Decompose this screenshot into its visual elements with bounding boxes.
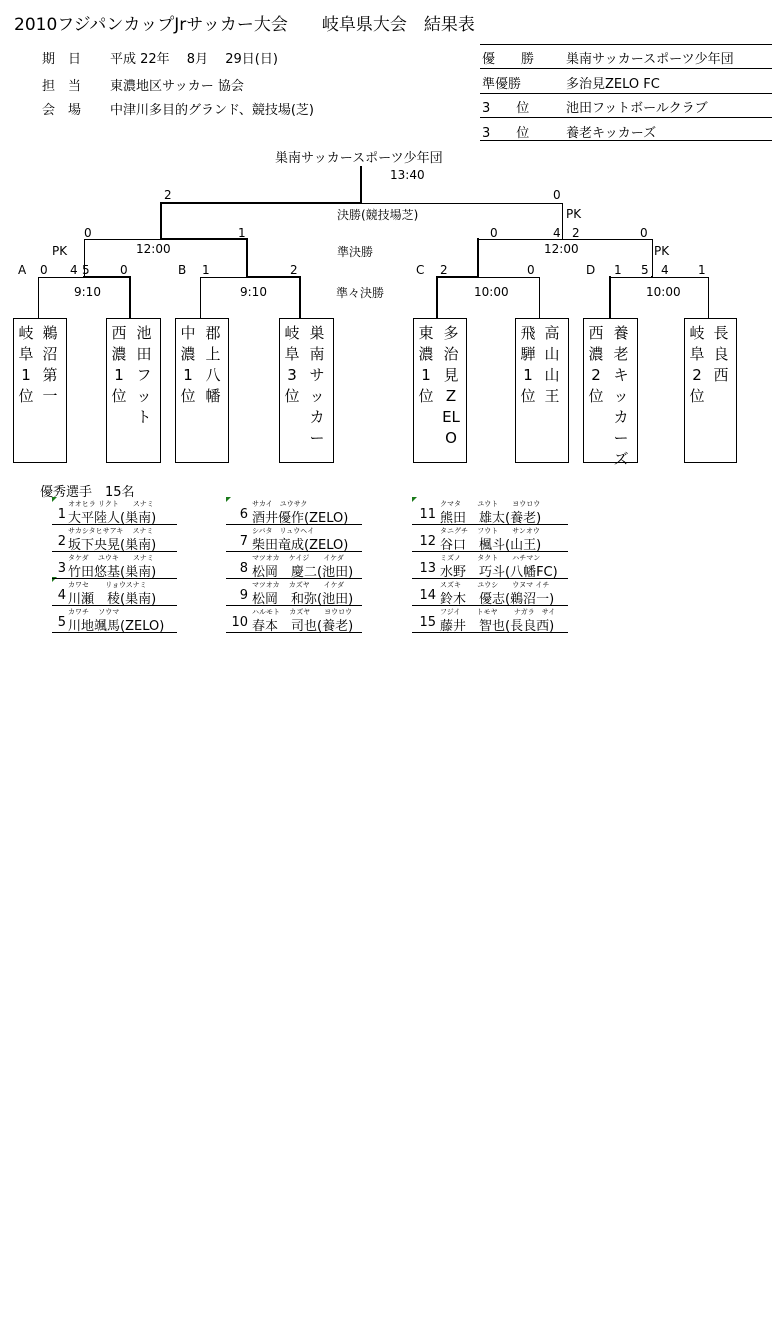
staff-label: 担 当 xyxy=(42,79,82,94)
player-name: 松岡 慶二(池田) xyxy=(252,565,354,580)
rank-team-3: 池田フットボールクラブ xyxy=(566,101,708,116)
semi-right-score-a: 0 xyxy=(490,226,498,240)
player-no: 8 xyxy=(239,561,248,576)
ranking-divider xyxy=(480,44,772,45)
bracket-line xyxy=(708,277,709,319)
ranking-divider xyxy=(480,93,772,94)
player-no: 11 xyxy=(419,507,436,522)
underline xyxy=(412,551,568,552)
bracket-line xyxy=(160,238,248,240)
player-ruby: ミズノ タクト ハチマン xyxy=(440,554,541,562)
semi-left-time: 12:00 xyxy=(136,242,171,256)
bracket-line xyxy=(200,277,248,278)
block-d-score1: 1 xyxy=(614,263,622,277)
block-d-score3: 4 xyxy=(661,263,669,277)
player-ruby: サカシタヒサアキ スナミ xyxy=(68,527,154,535)
player-no: 14 xyxy=(419,588,436,603)
player-no: 10 xyxy=(231,615,248,630)
comment-marker-icon xyxy=(412,497,417,502)
underline xyxy=(226,632,362,633)
player-no: 12 xyxy=(419,534,436,549)
player-name: 川地颯馬(ZELO) xyxy=(68,619,165,634)
block-a-score2: 4 xyxy=(70,263,78,277)
bracket-line xyxy=(160,202,162,238)
team-rank: 西濃2位 xyxy=(588,324,604,405)
team-rank: 岐阜3位 xyxy=(284,324,300,405)
ranking-divider xyxy=(480,68,772,69)
player-name: 柴田竜成(ZELO) xyxy=(252,538,349,553)
final-score-right: 0 xyxy=(553,188,561,202)
player-no: 6 xyxy=(239,507,248,522)
player-no: 4 xyxy=(57,588,66,603)
semi-right-score-c: 2 xyxy=(572,226,580,240)
team-name: 養老キッカーズ xyxy=(613,324,629,468)
block-letter-b: B xyxy=(178,263,187,277)
underline xyxy=(52,632,177,633)
pk-label-final: PK xyxy=(566,207,582,221)
team-name: 多治見ZELO xyxy=(442,324,460,447)
player-ruby: スズキ ユウシ ウヌマ イチ xyxy=(440,581,550,589)
underline xyxy=(226,551,362,552)
player-name: 鈴木 優志(鵜沼一) xyxy=(440,592,555,607)
player-name: 熊田 雄太(養老) xyxy=(440,511,542,526)
team-box-gifu1 xyxy=(13,318,67,463)
bracket-line xyxy=(539,277,540,319)
player-no: 5 xyxy=(57,615,66,630)
block-a-time: 9:10 xyxy=(74,285,101,299)
final-label: 決勝(競技場芝) xyxy=(337,208,419,222)
final-time: 13:40 xyxy=(390,168,425,182)
player-ruby: フジイ トモヤ ナガラ サイ xyxy=(440,608,556,616)
player-name: 坂下央晃(巣南) xyxy=(68,538,157,553)
quarter-label: 準々決勝 xyxy=(336,286,385,300)
player-no: 3 xyxy=(57,561,66,576)
block-b-score2: 2 xyxy=(290,263,298,277)
player-no: 1 xyxy=(57,507,66,522)
bracket-line xyxy=(200,277,201,319)
block-letter-c: C xyxy=(416,263,425,277)
rank-team-4: 養老キッカーズ xyxy=(566,126,657,141)
team-rank: 西濃1位 xyxy=(111,324,127,405)
team-box-tono1 xyxy=(413,318,467,463)
underline xyxy=(412,632,568,633)
team-box-chuno1 xyxy=(175,318,229,463)
bracket-line xyxy=(562,203,563,239)
player-ruby: サカイ ユウサク xyxy=(252,500,308,508)
team-rank: 岐阜2位 xyxy=(689,324,705,405)
bracket-line xyxy=(360,166,362,203)
bracket-line xyxy=(652,239,653,276)
block-letter-a: A xyxy=(18,263,27,277)
semi-right-score-d: 0 xyxy=(640,226,648,240)
underline xyxy=(226,524,362,525)
ranking-divider xyxy=(480,140,772,141)
pk-label-semi-right: PK xyxy=(654,244,670,258)
bracket-line xyxy=(609,277,653,278)
comment-marker-icon xyxy=(52,497,57,502)
rank-team-2: 多治見ZELO FC xyxy=(566,77,660,92)
player-name: 谷口 楓斗(山王) xyxy=(440,538,542,553)
date-value: 平成 22年 8月 29日(日) xyxy=(110,52,278,67)
rank-place-3: 3 位 xyxy=(482,101,530,116)
block-d-score4: 1 xyxy=(698,263,706,277)
underline xyxy=(226,578,362,579)
bracket-line xyxy=(38,277,84,278)
player-ruby: ハルモト カズヤ ヨウロウ xyxy=(252,608,353,616)
block-c-score1: 2 xyxy=(440,263,448,277)
team-box-gifu2 xyxy=(684,318,737,463)
player-name: 春本 司也(養老) xyxy=(252,619,354,634)
player-ruby: マツオカ ケイジ イケダ xyxy=(252,554,344,562)
team-rank: 東濃1位 xyxy=(418,324,434,405)
bracket-line xyxy=(477,238,479,276)
bracket-line xyxy=(84,239,162,240)
player-no: 2 xyxy=(57,534,66,549)
block-letter-d: D xyxy=(586,263,596,277)
team-name: 池田フット xyxy=(136,324,152,426)
team-box-gifu3 xyxy=(279,318,334,463)
underline xyxy=(52,524,177,525)
semi-left-score-b: 1 xyxy=(238,226,246,240)
player-ruby: マツオカ カズヤ イケダ xyxy=(252,581,345,589)
player-name: 川瀬 稜(巣南) xyxy=(68,592,157,607)
pk-label-semi: PK xyxy=(52,244,68,258)
player-name: 酒井優作(ZELO) xyxy=(252,511,349,526)
bracket-line xyxy=(652,277,709,278)
block-a-score4: 0 xyxy=(120,263,128,277)
team-rank: 中濃1位 xyxy=(180,324,196,405)
team-box-seino1 xyxy=(106,318,161,463)
player-ruby: タケダ ユウキ スナミ xyxy=(68,554,154,562)
underline xyxy=(52,605,177,606)
bracket-line xyxy=(299,276,301,319)
underline xyxy=(226,605,362,606)
bracket-line xyxy=(360,203,563,204)
player-ruby: カワチ ソウマ xyxy=(68,608,120,616)
comment-marker-icon xyxy=(226,497,231,502)
block-c-time: 10:00 xyxy=(474,285,509,299)
player-no: 15 xyxy=(419,615,436,630)
player-ruby: タニグチ フウト サンオウ xyxy=(440,527,540,535)
date-label: 期 日 xyxy=(42,52,82,67)
player-no: 9 xyxy=(239,588,248,603)
team-name: 高山山王 xyxy=(544,324,560,405)
player-name: 竹田悠基(巣南) xyxy=(68,565,157,580)
champion-name: 巣南サッカースポーツ少年団 xyxy=(275,151,443,166)
block-a-score1: 0 xyxy=(40,263,48,277)
venue-label: 会 場 xyxy=(42,103,82,118)
block-d-time: 10:00 xyxy=(646,285,681,299)
bracket-line xyxy=(246,238,248,276)
block-d-score2: 5 xyxy=(641,263,649,277)
bracket-line xyxy=(160,202,362,204)
player-name: 水野 巧斗(八幡FC) xyxy=(440,565,558,580)
rank-place-1: 優 勝 xyxy=(482,52,535,67)
player-ruby: シバタ リュウヘイ xyxy=(252,527,315,535)
block-c-score2: 0 xyxy=(527,263,535,277)
team-box-seino2 xyxy=(583,318,638,468)
team-name: 鵜沼第一 xyxy=(42,324,58,405)
underline xyxy=(412,578,568,579)
bracket-line xyxy=(477,277,540,278)
team-box-hida1 xyxy=(515,318,569,463)
bracket-line xyxy=(129,276,131,319)
semi-label: 準決勝 xyxy=(337,245,374,259)
players-title: 優秀選手 15名 xyxy=(40,485,135,500)
underline xyxy=(412,605,568,606)
venue-value: 中津川多目的グランド、競技場(芝) xyxy=(110,103,314,118)
player-ruby: カワセ リョウスナミ xyxy=(68,581,147,589)
block-b-time: 9:10 xyxy=(240,285,267,299)
bracket-line xyxy=(83,276,131,278)
rank-place-2: 準優勝 xyxy=(482,77,522,92)
bracket-line xyxy=(436,276,479,278)
underline xyxy=(52,551,177,552)
bracket-line xyxy=(38,277,39,319)
rank-place-4: 3 位 xyxy=(482,126,530,141)
bracket-line xyxy=(609,276,611,319)
player-ruby: クマタ ユウト ヨウロウ xyxy=(440,500,541,508)
player-no: 13 xyxy=(419,561,436,576)
player-ruby: オオヒラ リクト スナミ xyxy=(68,500,154,508)
team-rank: 飛騨1位 xyxy=(520,324,536,405)
underline xyxy=(412,524,568,525)
player-no: 7 xyxy=(239,534,248,549)
staff-value: 東濃地区サッカー 協会 xyxy=(110,79,244,94)
team-rank: 岐阜1位 xyxy=(18,324,34,405)
underline xyxy=(52,578,177,579)
block-a-score3: 5 xyxy=(82,263,90,277)
semi-right-score-b: 4 xyxy=(553,226,561,240)
bracket-line xyxy=(246,276,301,278)
rank-team-1: 巣南サッカースポーツ少年団 xyxy=(566,52,734,67)
page-title: 2010フジパンカップJrサッカー大会 岐阜県大会 結果表 xyxy=(14,15,475,35)
bracket-line xyxy=(436,276,438,319)
team-name: 郡上八幡 xyxy=(205,324,221,405)
semi-left-score-a: 0 xyxy=(84,226,92,240)
team-name: 巣南サッカー xyxy=(309,324,325,447)
player-name: 藤井 智也(長良西) xyxy=(440,619,555,634)
player-name: 大平陸人(巣南) xyxy=(68,511,157,526)
ranking-divider xyxy=(480,117,772,118)
semi-right-time: 12:00 xyxy=(544,242,579,256)
final-score-left: 2 xyxy=(164,188,172,202)
block-b-score1: 1 xyxy=(202,263,210,277)
player-name: 松岡 和弥(池田) xyxy=(252,592,354,607)
team-name: 長良西 xyxy=(713,324,729,384)
